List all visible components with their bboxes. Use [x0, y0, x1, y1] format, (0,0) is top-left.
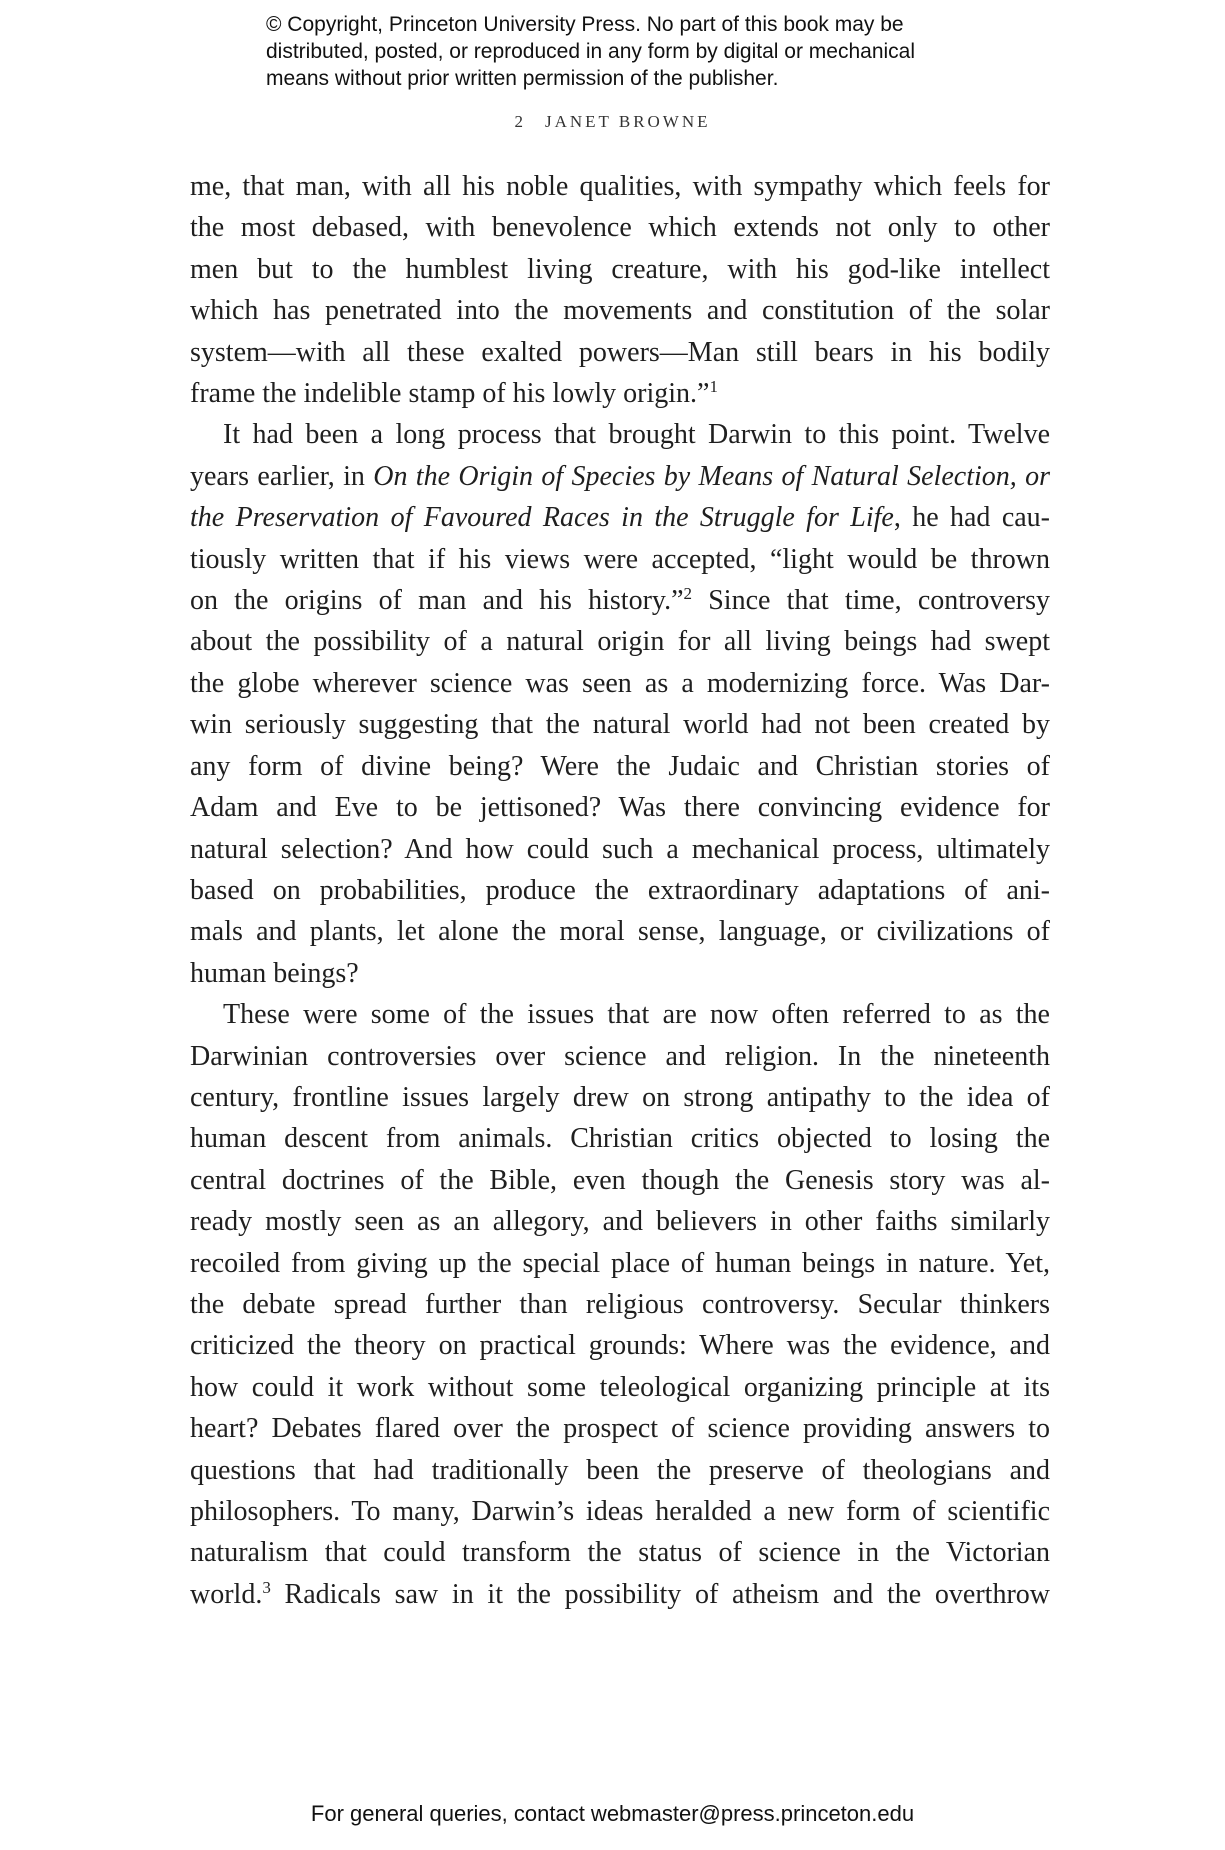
text-line: natural selection? And how could such a mechanical process, ultimately	[190, 833, 1050, 865]
text-segment: , he had cau-	[893, 502, 1050, 534]
text-segment: world.	[190, 1578, 263, 1610]
text-line: about the possibility of a natural origin for all living beings had swept	[190, 626, 1050, 658]
text-line: the debate spread further than religious controversy. Secular thinkers	[190, 1288, 1050, 1320]
text-line: philosophers. To many, Darwin’s ideas heralded a new form of scientific	[190, 1496, 1050, 1527]
book-title: the Preservation of Favoured Races in the Struggle for Life	[190, 502, 894, 534]
text-segment: Since that time, controversy	[692, 585, 1051, 617]
book-title: On the Origin of Species by Means of Natural Selection, or	[373, 460, 1050, 492]
text-line: how could it work without some teleological organizing principle at its	[190, 1371, 1050, 1403]
text-line: Adam and Eve to be jettisoned? Was there convincing evidence for	[190, 792, 1050, 824]
text-line: century, frontline issues largely drew on strong antipathy to the idea of	[190, 1081, 1050, 1113]
copyright-notice	[266, 11, 1026, 92]
body-text	[190, 166, 1050, 1615]
text-line	[190, 373, 1050, 414]
text-line: central doctrines of the Bible, even though the Genesis story was al-	[190, 1164, 1050, 1196]
text-line: men but to the humblest living creature, with his god-like intellect	[190, 253, 1050, 285]
text-segment: on the origins of man and his history.”	[190, 585, 684, 617]
text-line: win seriously suggesting that the natural world had not been created by	[190, 709, 1050, 741]
text-segment: Radicals saw in it the possibility of atheism and the overthrow	[270, 1578, 1050, 1610]
copyright-line: © Copyright, Princeton University Press. No part of this book may be	[266, 13, 904, 36]
text-line	[190, 497, 1050, 538]
text-line: criticized the theory on practical grounds: Where was the evidence, and	[190, 1330, 1050, 1362]
text-line: based on probabilities, produce the extraordinary adaptations of ani-	[190, 874, 1050, 906]
text-line: any form of divine being? Were the Judaic and Christian stories of	[190, 750, 1050, 782]
text-line: questions that had traditionally been the preserve of theologians and	[190, 1454, 1050, 1486]
text-line: the most debased, with benevolence which extends not only to other	[190, 212, 1050, 244]
text-line	[190, 1574, 1050, 1615]
text-segment: frame the indelible stamp of his lowly origin.”	[190, 378, 710, 410]
text-line: tiously written that if his views were accepted, “light would be thrown	[190, 543, 1050, 575]
text-line	[190, 580, 1050, 621]
text-line: These were some of the issues that are now often referred to as the	[223, 999, 1050, 1031]
footnote-marker: 2	[683, 584, 693, 604]
text-line: human beings?	[190, 957, 359, 989]
text-line: recoiled from giving up the special place of human beings in nature. Yet,	[190, 1247, 1050, 1279]
text-line: naturalism that could transform the status of science in the Victorian	[190, 1537, 1050, 1569]
text-line: human descent from animals. Christian critics objected to losing the	[190, 1123, 1050, 1155]
footnote-marker: 3	[262, 1577, 271, 1597]
text-line: me, that man, with all his noble qualities, with sympathy which feels for	[190, 171, 1050, 202]
text-line: mals and plants, let alone the moral sense, language, or civilizations of	[190, 916, 1050, 948]
text-line: It had been a long process that brought Darwin to this point. Twelve	[223, 419, 1050, 451]
copyright-line: means without prior written permission of the publisher.	[266, 67, 779, 90]
text-line: the globe wherever science was seen as a modernizing force. Was Dar-	[190, 667, 1050, 699]
text-line: heart? Debates flared over the prospect of science providing answers to	[190, 1413, 1050, 1445]
page-number: 2	[514, 112, 523, 131]
text-line: which has penetrated into the movements and constitution of the solar	[190, 295, 1050, 327]
text-line: ready mostly seen as an allegory, and believers in other faiths similarly	[190, 1206, 1050, 1238]
text-line	[190, 456, 1050, 497]
footer-contact: For general queries, contact webmaster@press.princeton.edu	[310, 1801, 915, 1826]
text-segment: years earlier, in	[190, 460, 374, 492]
running-head	[0, 112, 1225, 132]
text-line: Darwinian controversies over science and religion. In the nineteenth	[190, 1040, 1050, 1072]
footnote-marker: 1	[709, 377, 718, 397]
text-line: system—with all these exalted powers—Man still bears in his bodily	[190, 336, 1050, 368]
copyright-line: distributed, posted, or reproduced in any form by digital or mechanical	[266, 40, 916, 63]
author-name: JANET BROWNE	[544, 112, 711, 131]
